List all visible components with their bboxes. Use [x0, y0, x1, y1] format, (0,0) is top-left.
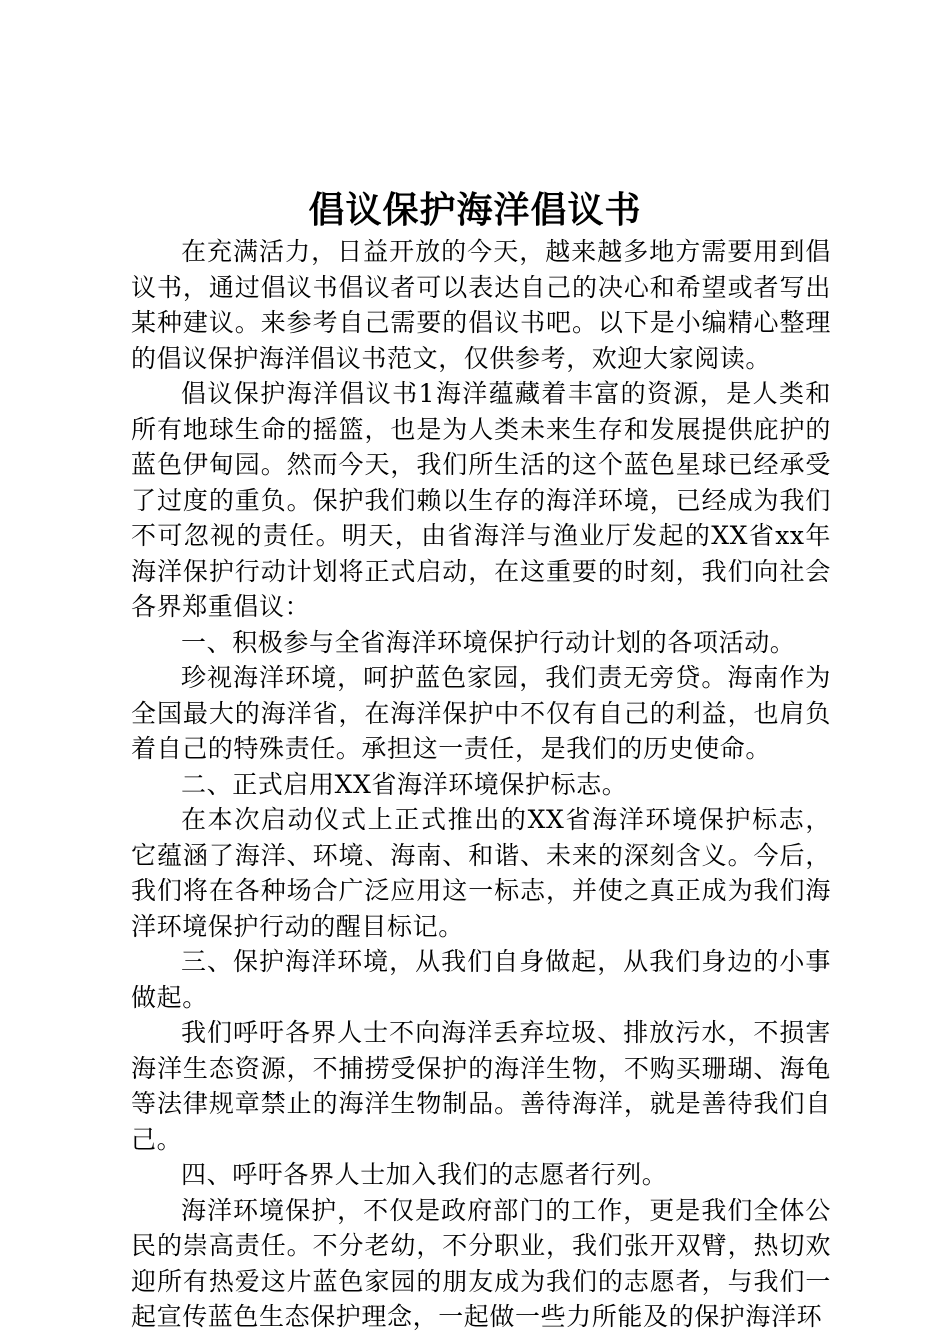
paragraph-item-2: 在本次启动仪式上正式推出的XX省海洋环境保护标志，它蕴涵了海洋、环境、海南、和谐、未来的深刻含义。今后，我们将在各种场合广泛应用这一标志，并使之真正成为我们海洋环境保护行动的醒目标记。	[131, 805, 831, 941]
document-body	[131, 234, 831, 1335]
paragraph-proposal-1: 倡议保护海洋倡议书1海洋蕴藏着丰富的资源，是人类和所有地球生命的摇篮，也是为人类未来生存和发展提供庇护的蓝色伊甸园。然而今天，我们所生活的这个蓝色星球已经承受了过度的重负。保护我们赖以生存的海洋环境，已经成为我们不可忽视的责任。明天，由省海洋与渔业厅发起的XX省xx年海洋保护行动计划将正式启动，在这重要的时刻，我们向社会各界郑重倡议：	[131, 379, 831, 621]
document-title: 倡议保护海洋倡议书	[308, 189, 642, 231]
paragraph-item-4: 海洋环境保护，不仅是政府部门的工作，更是我们全体公民的崇高责任。不分老幼，不分职业，我们张开双臂，热切欢迎所有热爱这片蓝色家园的朋友成为我们的志愿者，与我们一起宣传蓝色生态保护理念，一起做一些力所能及的保护海洋环	[131, 1195, 831, 1331]
paragraph-intro: 在充满活力，日益开放的今天，越来越多地方需要用到倡议书，通过倡议书倡议者可以表达自己的决心和希望或者写出某种建议。来参考自己需要的倡议书吧。以下是小编精心整理的倡议保护海洋倡议书范文，仅供参考，欢迎大家阅读。	[131, 237, 831, 373]
paragraph-item-3: 我们呼吁各界人士不向海洋丢弃垃圾、排放污水，不损害海洋生态资源，不捕捞受保护的海洋生物，不购买珊瑚、海龟等法律规章禁止的海洋生物制品。善待海洋，就是善待我们自己。	[131, 1018, 831, 1154]
paragraph-item-1: 珍视海洋环境，呵护蓝色家园，我们责无旁贷。海南作为全国最大的海洋省，在海洋保护中不仅有自己的利益，也肩负着自己的特殊责任。承担这一责任，是我们的历史使命。	[131, 663, 831, 763]
heading-item-3: 三、保护海洋环境，从我们自身做起，从我们身边的小事做起。	[131, 947, 831, 1012]
heading-item-2: 二、正式启用XX省海洋环境保护标志。	[181, 769, 628, 799]
heading-item-4: 四、呼吁各界人士加入我们的志愿者行列。	[181, 1160, 668, 1189]
heading-item-1: 一、积极参与全省海洋环境保护行动计划的各项活动。	[181, 627, 796, 657]
